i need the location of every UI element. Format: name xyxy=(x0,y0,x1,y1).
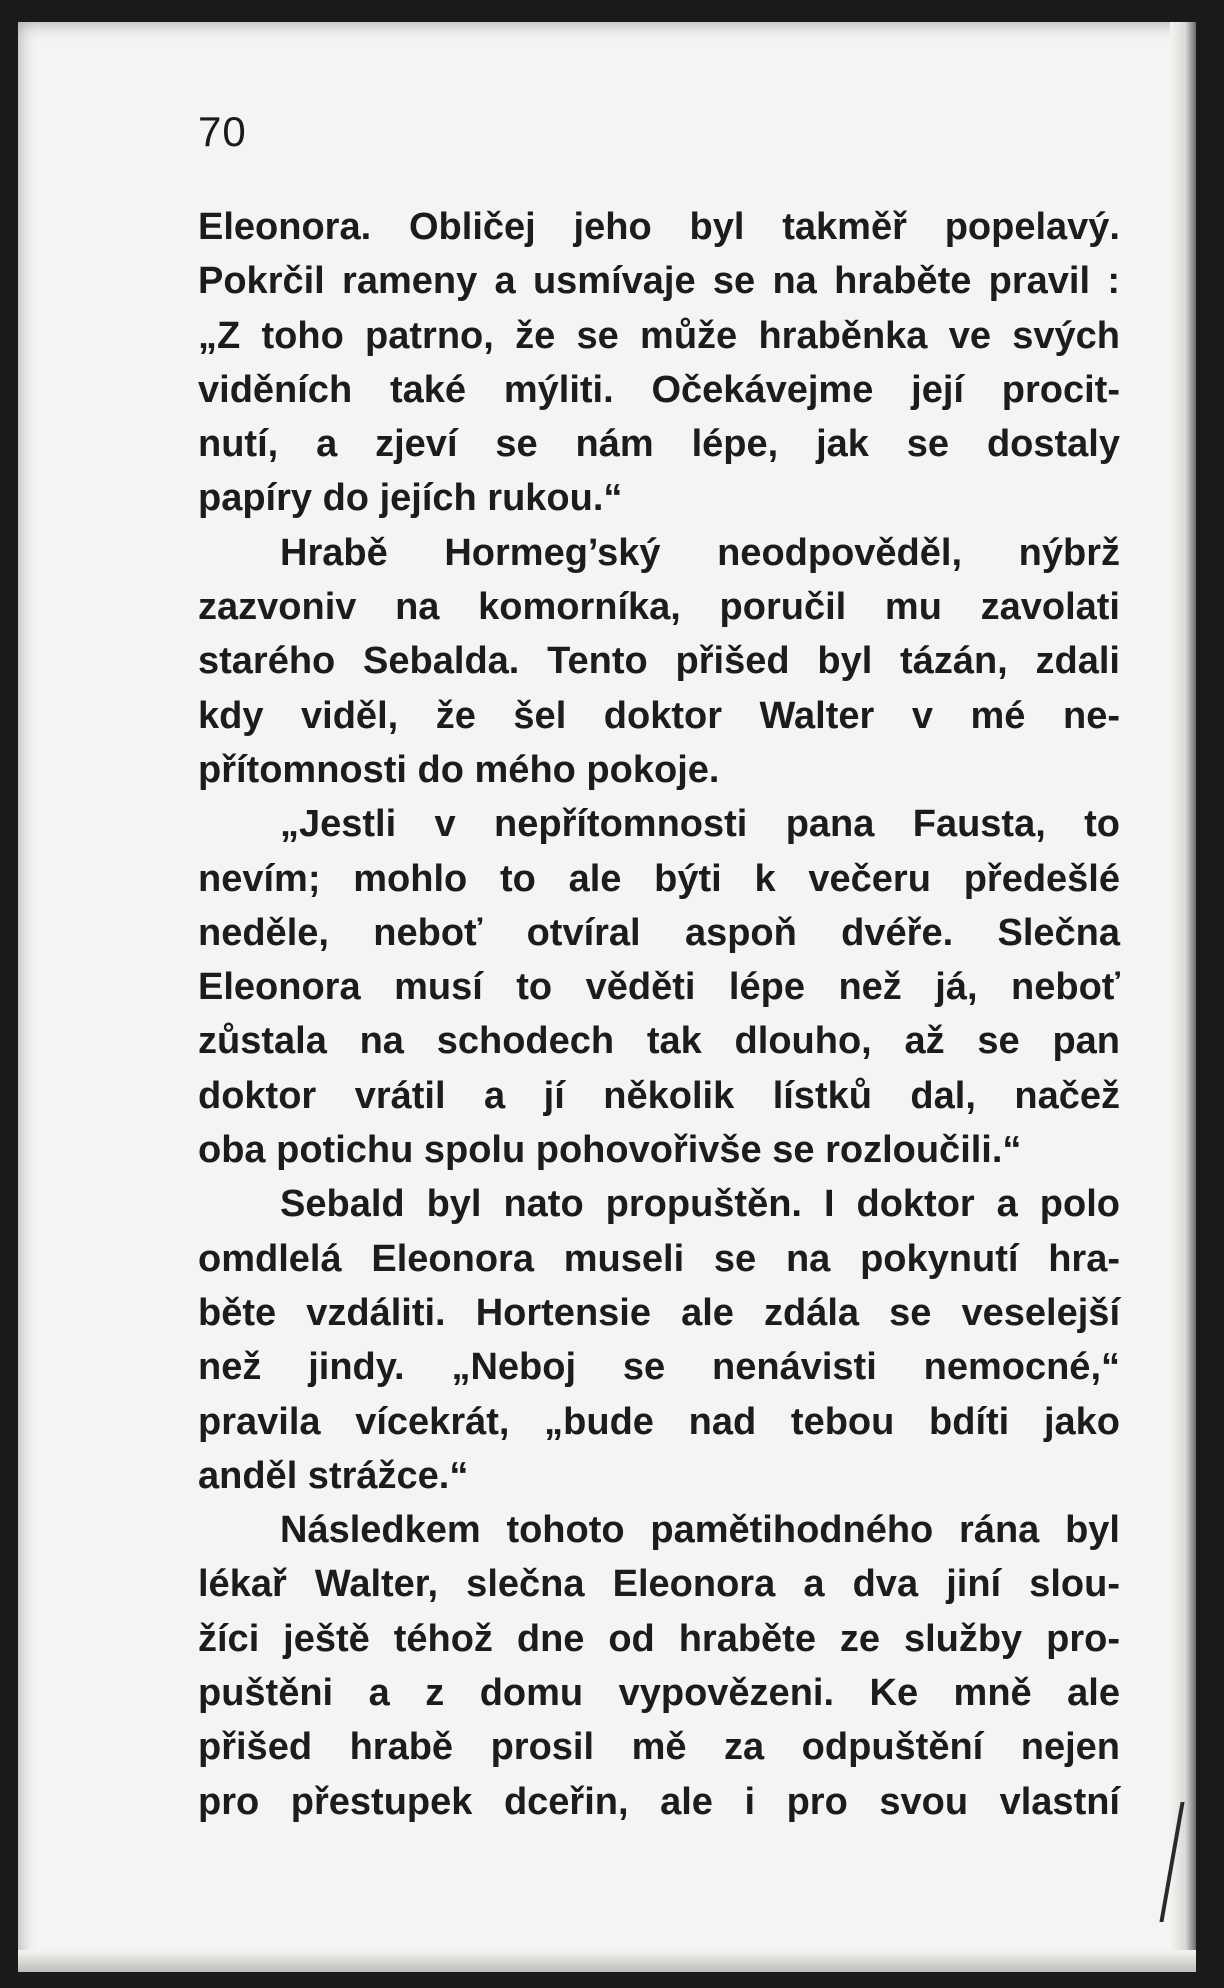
text-line: kdy viděl, že šel doktor Walter v mé ne- xyxy=(198,694,1120,737)
text-line: doktor vrátil a jí několik lístků dal, načež xyxy=(198,1074,1120,1117)
text-line: starého Sebalda. Tento přišed byl tázán, zdali xyxy=(198,640,1120,683)
page-edge-shadow xyxy=(1170,22,1196,1972)
text-line: pro přestupek dceřin, ale i pro svou vlastní xyxy=(198,1780,1120,1823)
text-line: nutí, a zjeví se nám lépe, jak se dostaly xyxy=(198,423,1120,466)
text-line: Hrabě Hormeg’ský neodpověděl, nýbrž xyxy=(280,531,1120,574)
text-line: Eleonora. Obličej jeho byl takměř popelavý. xyxy=(198,206,1120,248)
text-line: „Z toho patrno, že se může hraběnka ve svých xyxy=(198,314,1120,357)
text-line: žíci ještě téhož dne od hraběte ze služby pro- xyxy=(198,1617,1120,1660)
text-line: Následkem tohoto pamětihodného rána byl xyxy=(280,1509,1120,1552)
text-line: anděl strážce.“ xyxy=(198,1454,469,1497)
page-bottom-shadow xyxy=(18,1950,1196,1972)
text-line: Eleonora musí to věděti lépe než já, neboť xyxy=(198,966,1120,1009)
text-line: viděních také mýliti. Očekávejme její procit- xyxy=(198,368,1120,411)
body-text xyxy=(198,200,1120,1829)
text-line: než jindy. „Neboj se nenávisti nemocné,“ xyxy=(198,1346,1120,1389)
page-number: 70 xyxy=(198,108,247,155)
text-line: zůstala na schodech tak dlouho, až se pan xyxy=(198,1020,1120,1063)
text-line: běte vzdáliti. Hortensie ale zdála se veselejší xyxy=(198,1291,1120,1334)
text-line: oba potichu spolu pohovořivše se rozloučili.“ xyxy=(198,1129,1022,1172)
text-line: Pokrčil rameny a usmívaje se na hraběte pravil : xyxy=(198,260,1120,303)
text-line: přišed hrabě prosil mě za odpuštění nejen xyxy=(198,1726,1120,1769)
text-line: nevím; mohlo to ale býti k večeru předešlé xyxy=(198,857,1120,900)
text-line: omdlelá Eleonora museli se na pokynutí hra- xyxy=(198,1237,1120,1280)
text-line: neděle, neboť otvíral aspoň dvéře. Slečna xyxy=(198,911,1120,954)
text-line: přítomnosti do mého pokoje. xyxy=(198,748,720,791)
text-line: lékař Walter, slečna Eleonora a dva jiní slou- xyxy=(198,1563,1120,1606)
text-line: papíry do jejích rukou.“ xyxy=(198,477,623,520)
text-line: Sebald byl nato propuštěn. I doktor a polo xyxy=(280,1183,1120,1226)
text-line: pravila vícekrát, „bude nad tebou bdíti jako xyxy=(198,1400,1120,1443)
text-line: zazvoniv na komorníka, poručil mu zavolati xyxy=(198,586,1120,629)
book-page xyxy=(18,22,1196,1972)
text-line: puštěni a z domu vypovězeni. Ke mně ale xyxy=(198,1672,1120,1715)
text-line: „Jestli v nepřítomnosti pana Fausta, to xyxy=(280,803,1120,846)
